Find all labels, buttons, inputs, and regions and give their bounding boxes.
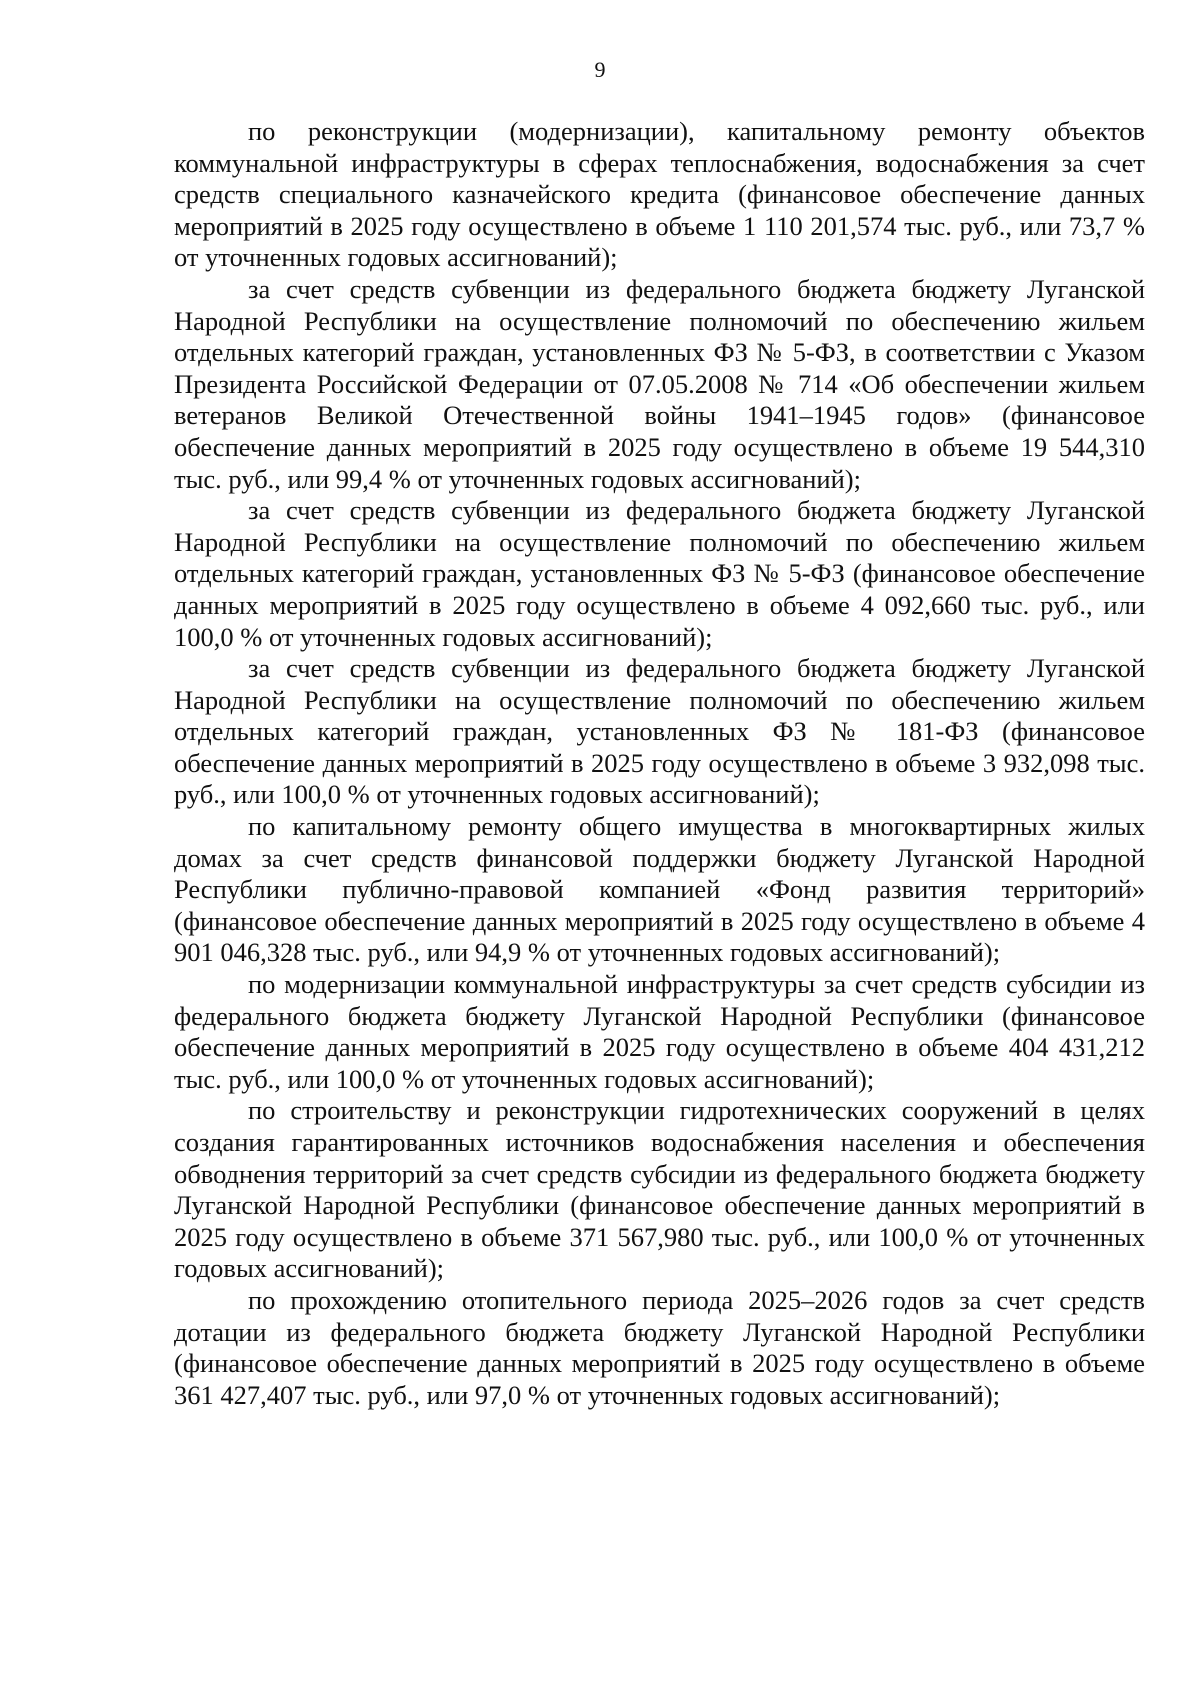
paragraph-hydraulic-structures: по строительству и реконструкции гидротехнических сооружений в целях создания гарантированных источников водоснабжения населения и обеспечения обводнения территорий за счет средств субсидии из федерального бюджета бюджету Луганской Народной Республики (финансовое обеспечение данных мероприятий в 2025 году осуществлено в объеме 371 567,980 тыс. руб., или 100,0 % от уточненных годовых ассигнований); xyxy=(174,1095,1145,1284)
paragraph-subvention-housing-181fz: за счет средств субвенции из федерального бюджета бюджету Луганской Народной Республики на осуществление полномочий по обеспечению жильем отдельных категорий граждан, установленных ФЗ № 181-ФЗ (финансовое обеспечение данных мероприятий в 2025 году осуществлено в объеме 3 932,098 тыс. руб., или 100,0 % от уточненных годовых ассигнований); xyxy=(174,653,1145,810)
paragraph-reconstruction-treasury-credit: по реконструкции (модернизации), капитальному ремонту объектов коммунальной инфраструктуры в сферах теплоснабжения, водоснабжения за счет средств специального казначейского кредита (финансовое обеспечение данных мероприятий в 2025 году осуществлено в объеме 1 110 201,574 тыс. руб., или 73,7 % от уточненных годовых ассигнований); xyxy=(174,116,1145,273)
paragraph-heating-season: по прохождению отопительного периода 2025–2026 годов за счет средств дотации из федерального бюджета бюджету Луганской Народной Республики (финансовое обеспечение данных мероприятий в 2025 году осуществлено в объеме 361 427,407 тыс. руб., или 97,0 % от уточненных годовых ассигнований); xyxy=(174,1284,1145,1410)
paragraph-subvention-veterans-housing: за счет средств субвенции из федерального бюджета бюджету Луганской Народной Республики на осуществление полномочий по обеспечению жильем отдельных категорий граждан, установленных ФЗ № 5-ФЗ, в соответствии с Указом Президента Российской Федерации от 07.05.2008 № 714 «Об обеспечении жильем ветеранов Великой Отечественной войны 1941–1945 годов» (финансовое обеспечение данных мероприятий в 2025 году осуществлено в объеме 19 544,310 тыс. руб., или 99,4 % от уточненных годовых ассигнований); xyxy=(174,273,1145,494)
page-number: 9 xyxy=(594,57,606,82)
paragraph-utility-modernization: по модернизации коммунальной инфраструктуры за счет средств субсидии из федерального бюджета бюджету Луганской Народной Республики (финансовое обеспечение данных мероприятий в 2025 году осуществлено в объеме 404 431,212 тыс. руб., или 100,0 % от уточненных годовых ассигнований); xyxy=(174,969,1145,1094)
paragraph-subvention-housing-5fz: за счет средств субвенции из федерального бюджета бюджету Луганской Народной Республики на осуществление полномочий по обеспечению жильем отдельных категорий граждан, установленных ФЗ № 5-ФЗ (финансовое обеспечение данных мероприятий в 2025 году осуществлено в объеме 4 092,660 тыс. руб., или 100,0 % от уточненных годовых ассигнований); xyxy=(174,495,1145,652)
paragraph-capital-repair-apartment-buildings: по капитальному ремонту общего имущества в многоквартирных жилых домах за счет средств финансовой поддержки бюджету Луганской Народной Республики публично-правовой компанией «Фонд развития территорий» (финансовое обеспечение данных мероприятий в 2025 году осуществлено в объеме 4 901 046,328 тыс. руб., или 94,9 % от уточненных годовых ассигнований); xyxy=(174,811,1145,968)
document-body xyxy=(174,116,1145,1411)
